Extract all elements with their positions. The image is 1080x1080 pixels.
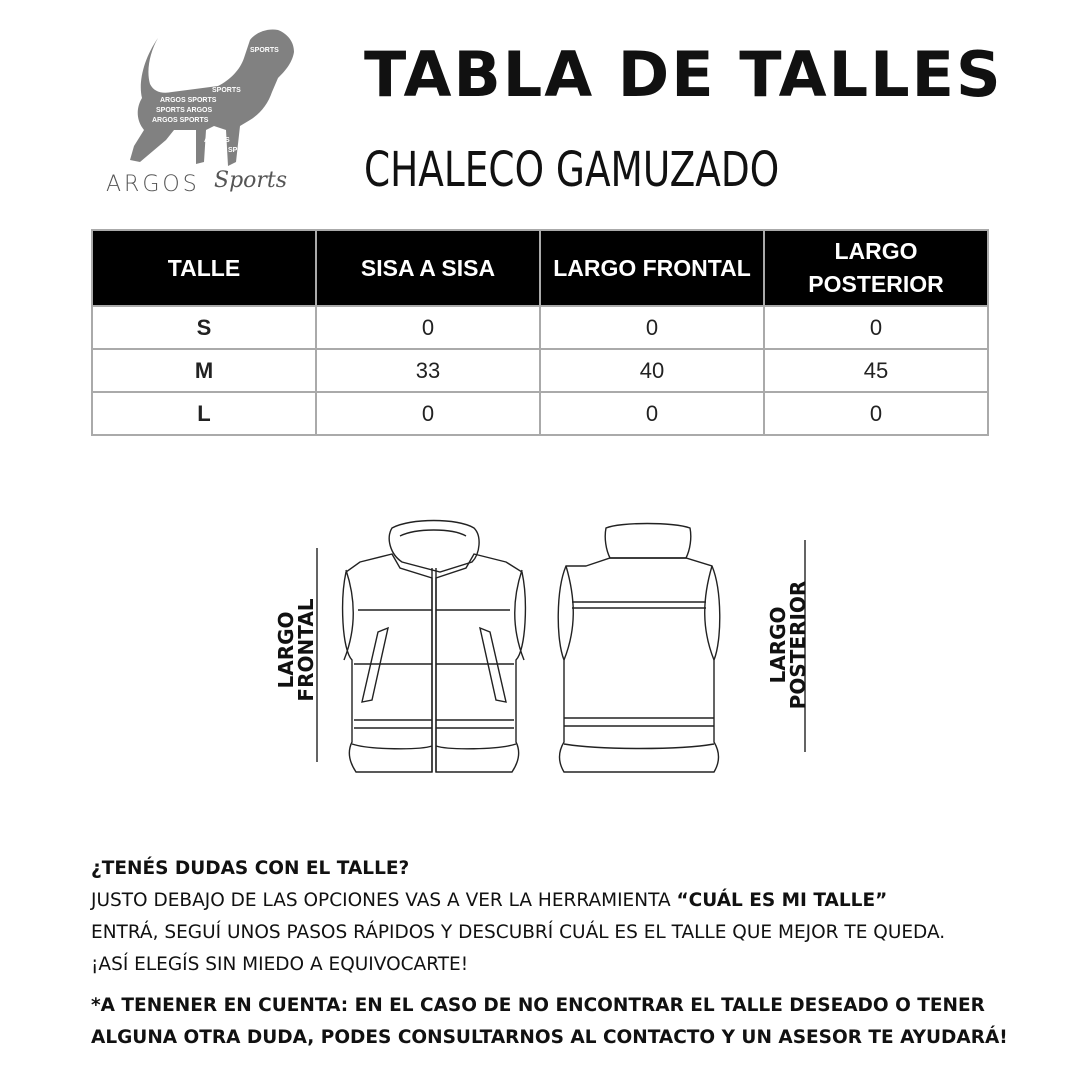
back-label-line2: POSTERIOR (786, 580, 810, 710)
size-table (91, 229, 989, 436)
svg-text:ARGOS: ARGOS (204, 137, 230, 144)
table-row (92, 392, 988, 435)
size-tool-name: “CUÁL ES MI TALLE” (676, 890, 888, 911)
svg-text:SPORTS: SPORTS (228, 147, 257, 154)
front-length-label (276, 580, 316, 720)
svg-text:SPORTS: SPORTS (250, 47, 279, 54)
info-line1 (91, 885, 1031, 917)
front-label-line1: LARGO (274, 611, 298, 689)
table-cell: 0 (540, 306, 764, 349)
table-cell: 0 (764, 392, 988, 435)
column-header: LARGO POSTERIOR (764, 230, 988, 306)
column-header: SISA A SISA (316, 230, 540, 306)
page-subtitle: CHALECO GAMUZADO (364, 142, 780, 198)
size-cell: L (92, 392, 316, 435)
svg-text:ARGOS: ARGOS (210, 57, 236, 64)
info-line2: ENTRÁ, SEGUÍ UNOS PASOS RÁPIDOS Y DESCUBRÍ CUÁL ES EL TALLE QUE MEJOR TE QUEDA. (91, 922, 946, 943)
table-cell: 40 (540, 349, 764, 392)
table-row (92, 349, 988, 392)
column-header: TALLE (92, 230, 316, 306)
table-header-row (92, 230, 988, 306)
front-vest-drawing (343, 521, 526, 773)
size-cell: M (92, 349, 316, 392)
info-section (91, 853, 1031, 981)
table-cell: 0 (316, 392, 540, 435)
info-line1-prefix: JUSTO DEBAJO DE LAS OPCIONES VAS A VER LA HERRAMIENTA (91, 890, 677, 911)
info-note: *A TENENER EN CUENTA: EN EL CASO DE NO ENCONTRAR EL TALLE DESEADO O TENER ALGUNA OTRA DUDA, PODES CONSULTARNOS AL CONTACTO Y UN ASESOR TE AYUDARÁ! (91, 995, 1008, 1048)
size-cell: S (92, 306, 316, 349)
vest-diagram (260, 510, 820, 790)
page-title: TABLA DE TALLES (364, 38, 1003, 111)
back-label-line1: LARGO (766, 606, 790, 684)
table-cell: 0 (764, 306, 988, 349)
table-cell: 0 (540, 392, 764, 435)
table-cell: 33 (316, 349, 540, 392)
column-header: LARGO FRONTAL (540, 230, 764, 306)
svg-text:ARGOS SPORTS: ARGOS SPORTS (160, 97, 217, 104)
back-vest-drawing (558, 524, 720, 773)
table-cell: 0 (316, 306, 540, 349)
brand-script: Sports (214, 168, 288, 193)
svg-text:SPORTS ARGOS: SPORTS ARGOS (156, 107, 213, 114)
svg-text:SPORTS: SPORTS (212, 87, 241, 94)
back-length-label (768, 575, 808, 715)
svg-text:ARGOS SPORTS: ARGOS SPORTS (152, 117, 209, 124)
brand-name: ARGOS (106, 172, 200, 197)
front-label-line2: FRONTAL (294, 598, 318, 702)
info-question: ¿TENÉS DUDAS CON EL TALLE? (91, 858, 410, 879)
table-cell: 45 (764, 349, 988, 392)
table-row (92, 306, 988, 349)
info-line3: ¡ASÍ ELEGÍS SIN MIEDO A EQUIVOCARTE! (91, 954, 469, 975)
